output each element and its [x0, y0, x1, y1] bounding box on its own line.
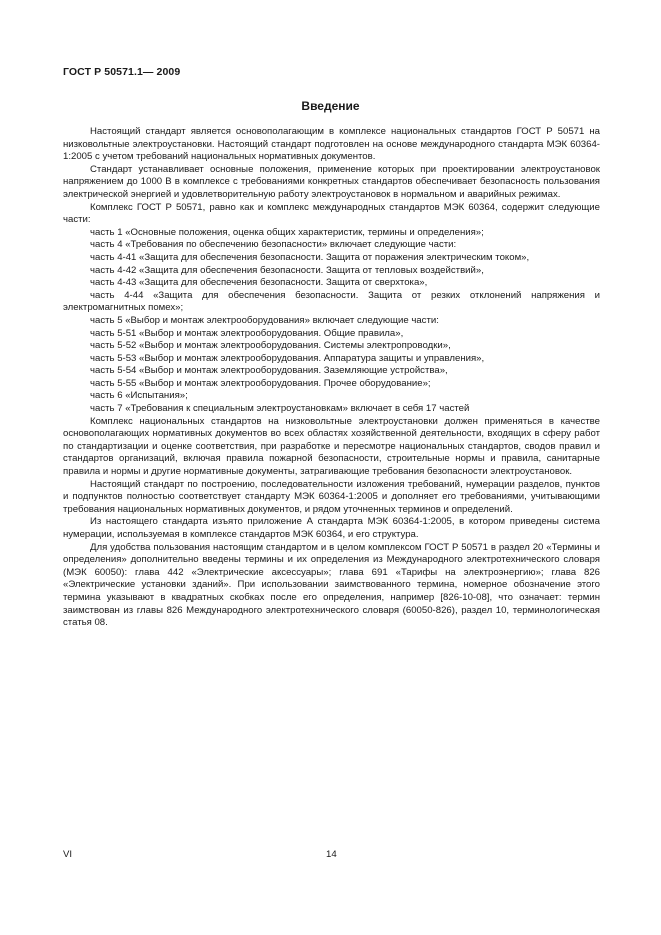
paragraph: Для удобства пользования настоящим стандартом и в целом комплексом ГОСТ Р 50571 в раздел 20 «Термины и определения» дополнительно введены термины и их определения из Международного электротехнического словаря (МЭК 60050): глава 442 «Электрические аксессуары»; глава 691 «Тарифы на электроэнергию»; глава 826 «Электрические установки зданий». При использовании заимствованного термина, номерное обозначение этого термина указывают в квадратных скобках после его определения, например [826-10-08], что означает: термин заимствован из главы 826 Международного электротехнического словаря (60050-826), раздел 10, терминологическая статья 08. — [63, 541, 600, 629]
section-title: Введение — [301, 99, 360, 113]
paragraph: часть 4 «Требования по обеспечению безопасности» включает следующие части: — [90, 239, 457, 251]
paragraph: часть 5 «Выбор и монтаж электрооборудования» включает следующие части: — [90, 314, 439, 326]
paragraph: часть 1 «Основные положения, оценка общих характеристик, термины и определения»; — [90, 226, 484, 238]
paragraph: часть 5-52 «Выбор и монтаж электрооборудования. Системы электропроводки», — [90, 340, 451, 352]
paragraph: часть 6 «Испытания»; — [90, 390, 188, 402]
paragraph: часть 4-44 «Защита для обеспечения безопасности. Защита от резких отклонений напряжения и электромагнитных помех»; — [63, 289, 600, 314]
paragraph: Комплекс ГОСТ Р 50571, равно как и комплекс международных стандартов МЭК 60364, содержит следующие части: — [63, 201, 600, 226]
document-header: ГОСТ Р 50571.1— 2009 — [63, 66, 181, 78]
paragraph: часть 5-53 «Выбор и монтаж электрооборудования. Аппаратура защиты и управления», — [90, 352, 485, 364]
paragraph: часть 4-41 «Защита для обеспечения безопасности. Защита от поражения электрическим током», — [90, 251, 530, 263]
paragraph: часть 5-54 «Выбор и монтаж электрооборудования. Заземляющие устройства», — [90, 365, 448, 377]
paragraph: Настоящий стандарт по построению, последовательности изложения требований, нумерации разделов, пунктов и подпунктов полностью соответствует стандарту МЭК 60364-1:2005 и дополняет его требованиями, учитывающими требования национальных нормативных документов, и рядом уточненных терминов и определений. — [63, 478, 600, 515]
body-text — [63, 126, 600, 630]
paragraph: часть 5-55 «Выбор и монтаж электрооборудования. Прочее оборудование»; — [90, 377, 431, 389]
paragraph: Настоящий стандарт является основополагающим в комплексе национальных стандартов ГОСТ Р 50571 на низковольтные электроустановки. Настоящий стандарт подготовлен на основе международного стандарта МЭК 60364-1:2005 с учетом требований национальных нормативных документов. — [63, 126, 600, 163]
paragraph: Комплекс национальных стандартов на низковольтные электроустановки должен применяться в качестве основополагающих нормативных документов во всех областях хозяйственной деятельности, входящих в сферу работ по стандартизации и оценке соответствия, при разработке и пересмотре национальных стандартов, сводов правил и стандартов организаций, включая правила пожарной безопасности, строительные нормы и правила, санитарные правила и нормы и другие нормативные документы, затрагивающие требования безопасности электроустановок. — [63, 415, 600, 478]
paragraph: часть 4-43 «Защита для обеспечения безопасности. Защита от сверхтока», — [90, 277, 428, 289]
paragraph: Из настоящего стандарта изъято приложение А стандарта МЭК 60364-1:2005, в котором приведены система нумерации, используемая в комплексе стандартов МЭК 60364, и его структура. — [63, 516, 600, 540]
page-number: 14 — [326, 849, 337, 860]
page-roman-numeral: VI — [63, 849, 73, 860]
paragraph: часть 7 «Требования к специальным электроустановкам» включает в себя 17 частей — [90, 403, 470, 415]
paragraph: Стандарт устанавливает основные положения, применение которых при проектировании электроустановок напряжением до 1000 В в комплексе с требованиями конкретных стандартов обеспечивает безопасность пользования электрической энергией и удовлетворительную работу электроустановок в нормальном и аварийных режимах. — [63, 163, 600, 200]
paragraph: часть 4-42 «Защита для обеспечения безопасности. Защита от тепловых воздействий», — [90, 264, 484, 276]
paragraph: часть 5-51 «Выбор и монтаж электрооборудования. Общие правила», — [90, 327, 404, 339]
